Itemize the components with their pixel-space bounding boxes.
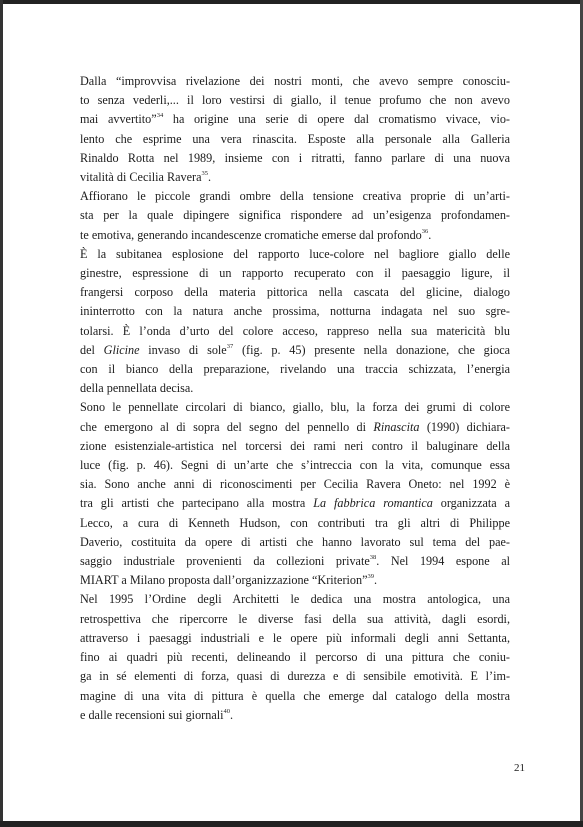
text-segment: (1990) dichiara- (419, 419, 510, 434)
text-segment: magine di una vita di pittura è quella che emerge dal catalogo della mostra (80, 688, 510, 703)
text-line (80, 648, 510, 667)
text-segment: Rinaldo Rotta nel 1989, insieme con i ritratti, fanno parlare di una nuova (80, 150, 510, 165)
text-segment: del (80, 342, 104, 357)
text-line (80, 341, 510, 360)
text-segment: . (428, 227, 432, 242)
footnote-ref: 37 (226, 342, 234, 350)
text-segment: È la subitanea esplosione del rapporto luce-colore nel bagliore giallo delle (80, 246, 510, 261)
scan-edge-bottom (0, 821, 583, 827)
text-segment: fino ai quadri più recenti, delineando il percorso di una pittura che coniu- (80, 650, 510, 665)
text-segment: . (208, 170, 212, 185)
text-segment: tolarsi. È l’onda d’urto del colore acceso, rappreso nella sua matericità blu (80, 323, 510, 338)
body-text (80, 72, 510, 725)
text-segment: sia. Sono anche anni di riconoscimenti per Cecilia Ravera Oneto: nel 1992 è (80, 477, 510, 492)
text-segment: vitalità di Cecilia Ravera (80, 170, 202, 185)
text-line (80, 418, 510, 437)
scan-edge-left (0, 0, 3, 827)
text-segment: tra gli artisti che partecipano alla mostra (80, 496, 314, 511)
text-segment: retrospettiva che ripercorre le diverse fasi della sua attività, dagli esordi, (80, 611, 510, 626)
text-line (80, 360, 510, 379)
text-segment: . (374, 573, 378, 588)
footnote-ref: 35 (201, 170, 208, 178)
text-line (80, 130, 510, 149)
text-line (80, 552, 510, 571)
footnote-ref: 38 (369, 554, 377, 562)
text-line (80, 245, 510, 264)
scan-edge-top (0, 0, 583, 4)
text-line (80, 206, 510, 225)
text-line (80, 168, 510, 187)
text-segment: e dalle recensioni sui giornali (80, 707, 224, 722)
text-line (80, 398, 510, 417)
text-segment: della pennellata decisa. (80, 381, 194, 396)
text-segment: zione esistenziale-artistica nel torcersi dei rami neri contro il baluginare della (80, 438, 510, 453)
text-segment: attraverso i paesaggi industriali e le opere più informali degli anni Settanta, (80, 630, 510, 645)
text-segment: MIART a Milano proposta dall’organizzazione “Kriterion” (80, 573, 368, 588)
text-line (80, 91, 510, 110)
text-line (80, 706, 510, 725)
text-line (80, 110, 510, 129)
text-line (80, 456, 510, 475)
text-segment: ga in sé elementi di forza, quasi di durezza e di sensibile emotività. E l’im- (80, 669, 510, 684)
page-number: 21 (514, 762, 525, 774)
text-line (80, 437, 510, 456)
footnote-ref: 36 (421, 227, 429, 235)
text-line (80, 379, 510, 398)
text-line (80, 475, 510, 494)
footnote-ref: 34 (156, 112, 164, 120)
text-line (80, 533, 510, 552)
text-line (80, 590, 510, 609)
italic-title: La fabbrica romantica (313, 496, 433, 511)
text-segment: Dalla “improvvisa rivelazione dei nostri monti, che avevo sempre conosciu- (80, 74, 510, 88)
text-segment: . (230, 707, 234, 722)
text-segment: che emergono al di sopra del segno del pennello di (80, 419, 374, 434)
text-segment: Lecco, a cura di Kenneth Hudson, con contributi tra gli altri di Philippe (80, 515, 510, 530)
text-segment: luce (fig. p. 46). Segni di un’arte che s’intreccia con la vita, comunque essa (80, 458, 510, 473)
text-segment: con il bianco della preparazione, rivelando una traccia schizzata, l’energia (80, 362, 510, 377)
text-line (80, 494, 510, 513)
text-line (80, 264, 510, 283)
italic-title: Rinascita (373, 419, 420, 434)
text-line (80, 149, 510, 168)
text-line (80, 283, 510, 302)
text-line (80, 610, 510, 629)
text-segment: to senza vederli,... il loro vestirsi di giallo, il tenue profumo che non avevo (80, 93, 510, 108)
text-line (80, 687, 510, 706)
text-segment: sta per la quale dipingere significa rispondere ad un’esigenza profondamen- (80, 208, 510, 223)
text-line (80, 514, 510, 533)
footnote-ref: 40 (223, 707, 230, 715)
text-segment: ginestre, espressione di un rapporto recuperato con il paesaggio ligure, il (80, 266, 510, 281)
text-segment: mai avvertito” (80, 112, 157, 127)
text-segment: ha origine una serie di opere dal cromatismo vivace, vio- (163, 112, 510, 127)
text-segment: Sono le pennellate circolari di bianco, giallo, blu, la forza dei grumi di colore (80, 400, 510, 415)
text-segment: organizzata a (432, 496, 510, 511)
text-segment: (fig. p. 45) presente nella donazione, che gioca (233, 342, 511, 357)
text-line (80, 322, 510, 341)
text-segment: invaso di sole (139, 342, 227, 357)
text-line (80, 571, 510, 590)
text-segment: Nel 1995 l’Ordine degli Architetti le dedica una mostra antologica, una (80, 592, 510, 607)
text-segment: Daverio, costituita da opere di artisti che hanno lavorato sul tema del pae- (80, 534, 510, 549)
text-segment: ininterrotto con la natura anche prossima, notturna indagata nel suo sgre- (80, 304, 510, 319)
text-segment: . Nel 1994 espone al (376, 554, 510, 569)
italic-title: Glicine (103, 342, 140, 357)
text-segment: Affiorano le piccole grandi ombre della tensione creativa proprie di un’arti- (80, 189, 510, 204)
text-line (80, 629, 510, 648)
text-line (80, 667, 510, 686)
text-segment: saggio industriale provenienti da collezioni private (80, 554, 370, 569)
text-segment: frangersi corposo della materia pittorica nella cascata del glicine, dialogo (80, 285, 510, 300)
text-line (80, 187, 510, 206)
footnote-ref: 39 (367, 573, 374, 581)
text-line (80, 302, 510, 321)
text-segment: lento che esprime una vera rinascita. Esposte alla personale alla Galleria (80, 131, 510, 146)
text-line (80, 72, 510, 91)
text-segment: te emotiva, generando incandescenze cromatiche emerse dal profondo (80, 227, 422, 242)
text-line (80, 226, 510, 245)
